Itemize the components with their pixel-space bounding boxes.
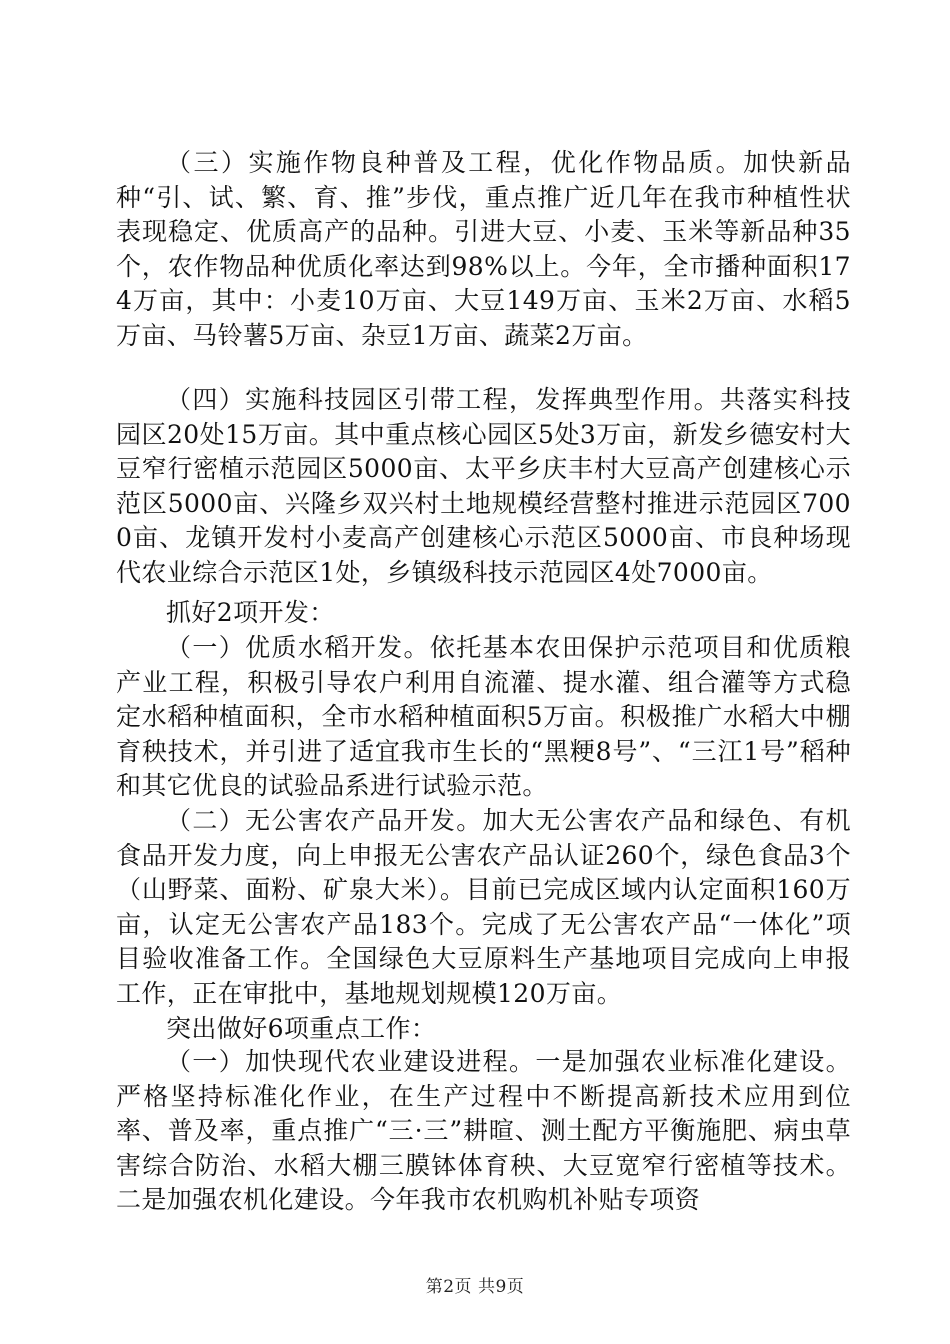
paragraph-crop-variety: （三）实施作物良种普及工程，优化作物品质。加快新品种“引、试、繁、育、推”步伐，重点推广近几年在我市种植性状表现稳定、优质高产的品种。引进大豆、小麦、玉米等新品种35个，农作物品种优质化率达到98%以上。今年，全市播种面积174万亩，其中：小麦10万亩、大豆149万亩、玉米2万亩、水稻5万亩、马铃薯5万亩、杂豆1万亩、蔬菜2万亩。 xyxy=(116,148,851,350)
paragraph-modern-agriculture: （一）加快现代农业建设进程。一是加强农业标准化建设。严格坚持标准化作业，在生产过程中不断提高新技术应用到位率、普及率，重点推广“三·三”耕暄、测土配方平衡施肥、病虫草害综合防治、水稻大棚三膜钵体育秧、大豆宽窄行密植等技术。二是加强农机化建设。今年我市农机购机补贴专项资 xyxy=(116,1047,851,1214)
paragraph-pollution-free-products: （二）无公害农产品开发。加大无公害农产品和绿色、有机食品开发力度，向上申报无公害农产品认证260个，绿色食品3个（山野菜、面粉、矿泉大米）。目前已完成区域内认定面积160万亩，认定无公害农产品183个。完成了无公害农产品“一体化”项目验收准备工作。全国绿色大豆原料生产基地项目完成向上申报工作，正在审批中，基地规划规模120万亩。 xyxy=(116,806,851,1008)
section-heading-two-developments: 抓好2项开发： xyxy=(166,598,335,627)
paragraph-tech-park: （四）实施科技园区引带工程，发挥典型作用。共落实科技园区20处15万亩。其中重点核心园区5处3万亩，新发乡德安村大豆窄行密植示范园区5000亩、太平乡庆丰村大豆高产创建核心示范区5000亩、兴隆乡双兴村土地规模经营整村推进示范园区7000亩、龙镇开发村小麦高产创建核心示范区5000亩、市良种场现代农业综合示范区1处，乡镇级科技示范园区4处7000亩。 xyxy=(116,385,851,587)
page-footer: 第2页 共9页 xyxy=(425,1277,525,1297)
section-heading-six-key-tasks: 突出做好6项重点工作： xyxy=(166,1014,437,1043)
paragraph-rice-development: （一）优质水稻开发。依托基本农田保护示范项目和优质粮产业工程，积极引导农户利用自流灌、提水灌、组合灌等方式稳定水稻种植面积，全市水稻种植面积5万亩。积极推广水稻大中棚育秧技术，并引进了适宜我市生长的“黑粳8号”、“三江1号”稻种和其它优良的试验品系进行试验示范。 xyxy=(116,633,851,800)
